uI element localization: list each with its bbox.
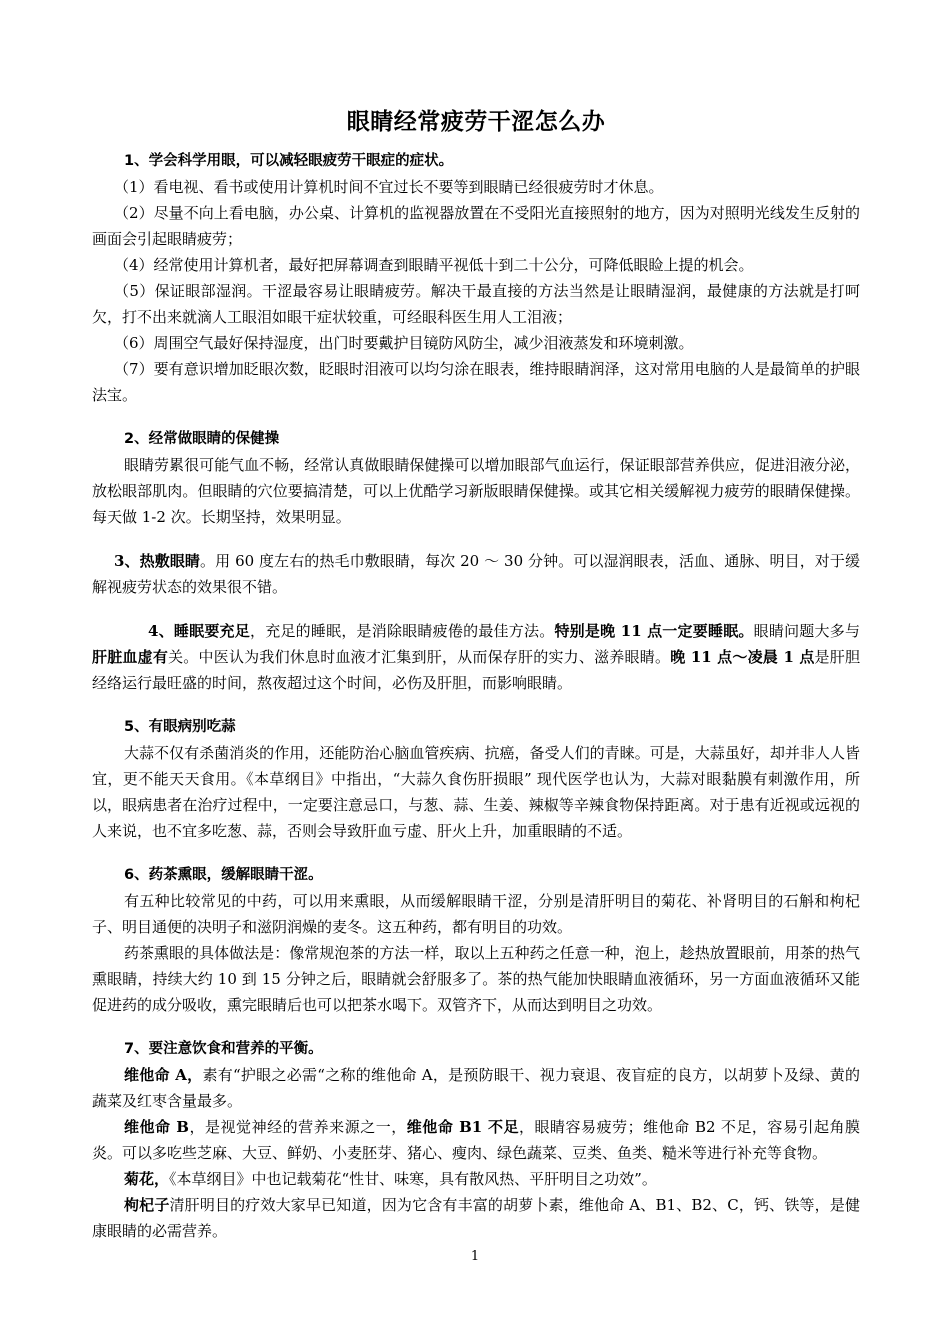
section-3-paragraph	[92, 548, 860, 600]
section-4-emphasis-1: 特别是晚 11 点一定要睡眠。	[554, 622, 754, 640]
spacer	[92, 1018, 860, 1036]
section-3-lead: 3、热敷眼睛	[114, 552, 201, 570]
vitamin-b1-emphasis: 维他命 B1 不足	[406, 1118, 519, 1136]
section-1-item-1: （1）看电视、看书或使用计算机时间不宜过长不要等到眼睛已经很疲劳时才休息。	[114, 178, 664, 196]
section-4-text-1: ，充足的睡眠，是消除眼睛疲倦的最佳方法。	[250, 622, 555, 640]
section-1-item-7: （7）要有意识增加眨眼次数，眨眼时泪液可以均匀涂在眼表，维持眼睛润泽，这对常用电脑的人是最简单的护眼法宝。	[92, 360, 860, 404]
section-1-item-5: （5）保证眼部湿润。干涩最容易让眼睛疲劳。解决干最直接的方法当然是让眼睛湿润，最健康的方法就是打呵欠，打不出来就滴人工眼泪如眼干症状较重，可经眼科医生用人工泪液；	[92, 282, 860, 326]
section-6-paragraph-2: 药茶熏眼的具体做法是：像常规泡茶的方法一样，取以上五种药之任意一种，泡上，趁热放置眼前，用茶的热气熏眼睛，持续大约 10 到 15 分钟之后，眼睛就会舒服多了。茶的热气能加快眼睛血液循环，另一方面血液循环又能促进药的成分吸收，熏完眼睛后也可以把茶水喝下。双管齐下，从而达到明目之功效。	[92, 944, 860, 1014]
section-2-heading: 2、经常做眼睛的保健操	[124, 431, 280, 447]
chrysanthemum-text: 《本草纲目》中也记载菊花“性甘、味寒，具有散风热、平肝明目之功效”。	[169, 1170, 657, 1188]
section-6-heading: 6、药茶熏眼，缓解眼睛干涩。	[124, 867, 323, 883]
section-4-text-2: 眼睛问题大多与	[753, 622, 860, 640]
section-6-paragraph-1: 有五种比较常见的中药，可以用来熏眼，从而缓解眼睛干涩，分别是清肝明目的菊花、补肾明目的石斛和枸杞子、明目通便的决明子和滋阴润燥的麦冬。这五种药，都有明目的功效。	[92, 892, 860, 936]
section-1-item-6: （6）周围空气最好保持湿度，出门时要戴护目镜防风防尘，减少泪液蒸发和环境刺激。	[114, 334, 694, 352]
vitamin-a-paragraph	[92, 1062, 860, 1114]
vitamin-b-text-2: ，眼睛容易疲劳；维他命 B2 不足，容易引起角膜炎。可以多吃些芝麻、大豆、鲜奶、小麦胚芽、猪心、瘦肉、绿色蔬菜、豆类、鱼类、糙米等进行补充等食物。	[92, 1118, 860, 1162]
chrysanthemum-paragraph	[92, 1166, 860, 1192]
vitamin-b-text-1: ，是视觉神经的营养来源之一，	[188, 1118, 407, 1136]
spacer	[92, 844, 860, 862]
section-4-paragraph	[92, 618, 860, 696]
spacer	[92, 696, 860, 714]
section-1-heading: 1、学会科学用眼，可以减轻眼疲劳干眼症的症状。	[124, 153, 454, 169]
vitamin-a-text: 素有“护眼之必需“之称的维他命 A，是预防眼干、视力衰退、夜盲症的良方，以胡萝卜及绿、黄的蔬菜及红枣含量最多。	[92, 1066, 860, 1110]
goji-text: 清肝明目的疗效大家早已知道，因为它含有丰富的胡萝卜素，维他命 A、B1、B2、C，钙、铁等，是健康眼睛的必需营养。	[92, 1196, 860, 1240]
section-5-paragraph: 大蒜不仅有杀菌消炎的作用，还能防治心脑血管疾病、抗癌，备受人们的青睐。可是，大蒜虽好，却并非人人皆宜，更不能天天食用。《本草纲目》中指出，“大蒜久食伤肝损眼” 现代医学也认为，大蒜对眼黏膜有刺激作用，所以，眼病患者在治疗过程中，一定要注意忌口，与葱、蒜、生姜、辣椒等辛辣食物保持距离。对于患有近视或远视的人来说，也不宜多吃葱、蒜，否则会导致肝血亏虚、肝火上升，加重眼睛的不适。	[92, 744, 860, 840]
section-1-item-4: （4）经常使用计算机者，最好把屏幕调查到眼睛平视低十到二十公分，可降低眼睑上提的机会。	[114, 256, 754, 274]
spacer	[92, 408, 860, 426]
spacer	[92, 530, 860, 548]
document-body	[92, 104, 860, 1244]
section-4-text-4: 是肝胆经络运行最旺盛的时间，熬夜超过这个时间，必伤及肝胆，而影响眼睛。	[92, 648, 860, 692]
goji-lead: 枸杞子	[124, 1196, 170, 1214]
page-title: 眼睛经常疲劳干涩怎么办	[346, 109, 606, 135]
chrysanthemum-lead: 菊花，	[124, 1170, 170, 1188]
section-4-text-3: 关。中医认为我们休息时血液才汇集到肝，从而保存肝的实力、滋养眼睛。	[168, 648, 671, 666]
vitamin-a-lead: 维他命 A，	[124, 1066, 203, 1084]
vitamin-b-paragraph	[92, 1114, 860, 1166]
page-number: 1	[470, 1249, 480, 1264]
section-7-heading: 7、要注意饮食和营养的平衡。	[124, 1041, 323, 1057]
section-4-emphasis-3: 晚 11 点～凌晨 1 点	[670, 648, 815, 666]
section-4-emphasis-2: 肝脏血虚有	[92, 648, 169, 666]
section-5-heading: 5、有眼病别吃蒜	[124, 719, 236, 735]
goji-paragraph	[92, 1192, 860, 1244]
section-3-text: 。用 60 度左右的热毛巾敷眼睛，每次 20 ～ 30 分钟。可以湿润眼表，活血、通脉、明目，对于缓解视疲劳状态的效果很不错。	[92, 552, 860, 596]
spacer	[92, 600, 860, 618]
section-4-lead: 4、睡眠要充足	[148, 622, 250, 640]
section-2-paragraph: 眼睛劳累很可能气血不畅，经常认真做眼睛保健操可以增加眼部气血运行，保证眼部营养供应，促进泪液分泌，放松眼部肌肉。但眼睛的穴位要搞清楚，可以上优酷学习新版眼睛保健操。或其它相关缓解视力疲劳的眼睛保健操。每天做 1-2 次。长期坚持，效果明显。	[92, 456, 860, 526]
vitamin-b-lead: 维他命 B	[124, 1118, 189, 1136]
section-1-item-2: （2）尽量不向上看电脑，办公桌、计算机的监视器放置在不受阳光直接照射的地方，因为对照明光线发生反射的画面会引起眼睛疲劳；	[92, 204, 860, 248]
